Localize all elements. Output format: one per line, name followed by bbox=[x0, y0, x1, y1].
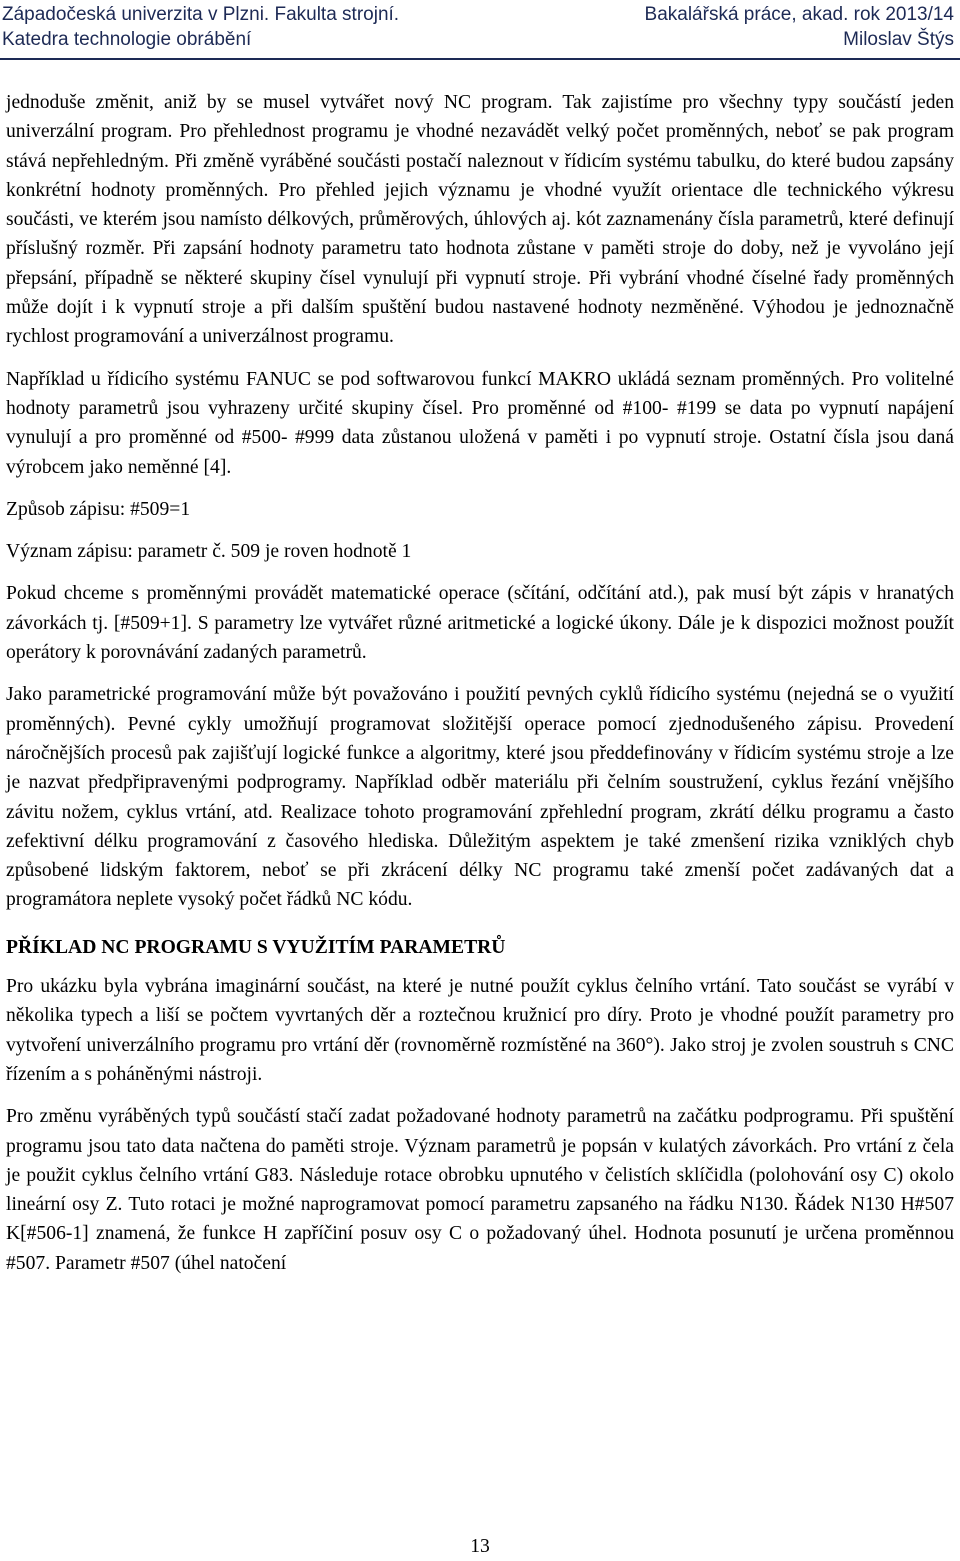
paragraph-8: Pro změnu vyráběných typů součástí stačí zadat požadované hodnoty parametrů na začátku podprogramu. Při spuštění programu jsou tato data načtena do paměti stroje. Význam parametrů je popsán v kulatých závorkách. Pro vrtání z čela je použit cyklus čelního vrtání G83. Následuje rotace obrobku upnutého v čelistích sklíčidla (polohování osy C) okolo lineární osy Z. Tuto rotaci je možné naprogramovat pomocí parametru zapsaného na řádku N130. Řádek N130 H#507 K[#506-1] znamená, že funkce H zapříčiní posuv osy C o požadovaný úhel. Hodnota posunutí je určena proměnnou #507. Parametr #507 (úhel natočení bbox=[6, 1106, 954, 1274]
header-university: Západočeská univerzita v Plzni. Fakulta strojní. bbox=[2, 4, 400, 25]
paragraph-3: Způsob zápisu: #509=1 bbox=[6, 498, 191, 520]
page-number: 13 bbox=[470, 1536, 490, 1557]
header-row-2 bbox=[0, 27, 960, 53]
paragraph-4: Význam zápisu: parametr č. 509 je roven hodnotě 1 bbox=[6, 541, 412, 563]
paragraph-5: Pokud chceme s proměnnými provádět matematické operace (sčítání, odčítání atd.), pak musí být zápis v hranatých závorkách tj. [#509+1]. S parametry lze vytvářet různé aritmetické a logické úkony. Dále je k dispozici možnost použít operátory k porovnávání zadaných parametrů. bbox=[6, 583, 954, 664]
document-body bbox=[6, 88, 954, 1291]
section-heading: PŘÍKLAD NC PROGRAMU S VYUŽITÍM PARAMETRŮ bbox=[6, 936, 506, 958]
header-author: Miloslav Štýs bbox=[843, 29, 954, 50]
header-divider bbox=[0, 58, 960, 60]
paragraph-6: Jako parametrické programování může být považováno i použití pevných cyklů řídicího systému (nejedná se o využití proměnných). Pevné cykly umožňují programovat složitější operace pomocí zjednodušeného zápisu. Provedení náročnějších procesů pak zajišťují logické funkce a algoritmy, které jsou předdefinovány v řídicím systému stroje a lze je nazvat předpřipravenými podprogramy. Například odběr materiálu při čelním soustružení, cyklus řezání vnějšího závitu nožem, cyklus vrtání, atd. Realizace tohoto programování zpřehlední program, zkrátí délku programu a často zefektivní délku programování z časového hlediska. Důležitým aspektem je také zmenšení rizika vzniklých chyb způsobené lidským faktorem, neboť se při zkrácení délky NC programu také zmenší počet zadávaných dat a programátora neplete vysoký počet řádků NC kódu. bbox=[6, 684, 954, 911]
header-thesis-info: Bakalářská práce, akad. rok 2013/14 bbox=[644, 4, 954, 25]
paragraph-2: Například u řídicího systému FANUC se pod softwarovou funkcí MAKRO ukládá seznam proměnných. Pro volitelné hodnoty parametrů jsou vyhrazeny určité skupiny čísel. Pro proměnné od #100- #199 se data po vypnutí napájení vynulují a pro proměnné od #500- #999 data zůstanou uložená v paměti i po vypnutí stroje. Ostatní čísla jsou daná výrobcem jako neměnné [4]. bbox=[6, 368, 954, 478]
page-header bbox=[0, 0, 960, 60]
header-row-1 bbox=[0, 2, 960, 28]
header-department: Katedra technologie obrábění bbox=[2, 29, 252, 50]
paragraph-7: Pro ukázku byla vybrána imaginární součást, na které je nutné použít cyklus čelního vrtání. Tato součást se vyrábí v několika typech a liší se počtem vyvrtaných děr a roztečnou kružnicí pro díry. Proto je vhodné použít parametry pro vytvoření univerzálního programu pro vrtání děr (rovnoměrně rozmístěné na 360°). Jako stroj je zvolen soustruh s CNC řízením a s poháněnými nástroji. bbox=[6, 976, 954, 1085]
paragraph-1: jednoduše změnit, aniž by se musel vytvářet nový NC program. Tak zajistíme pro všechny typy součástí jeden univerzální program. Pro přehlednost programu je vhodné nezavádět velký počet proměnných, neboť se pak program stává nepřehledným. Při změně vyráběné součásti postačí naleznout v řídicím systému tabulku, do které budou zapsány konkrétní hodnoty proměnných. Pro přehled jejich významu je vhodné využít orientace dle technického výkresu součásti, ve kterém jsou namísto délkových, průměrových, úhlových aj. kót zaznamenány čísla parametrů, které definují příslušný rozměr. Při zapsání hodnoty parametru tato hodnota zůstane v paměti stroje do doby, než je vyvoláno její přepsání, případně se některé skupiny čísel vynulují při vypnutí stroje. Při vybrání vhodné číselné řady proměnných může dojít i k vypnutí stroje a při dalším spuštění budou nastavené hodnoty nezměněné. Výhodou je jednoznačně rychlost programování a univerzálnost programu. bbox=[6, 92, 954, 348]
